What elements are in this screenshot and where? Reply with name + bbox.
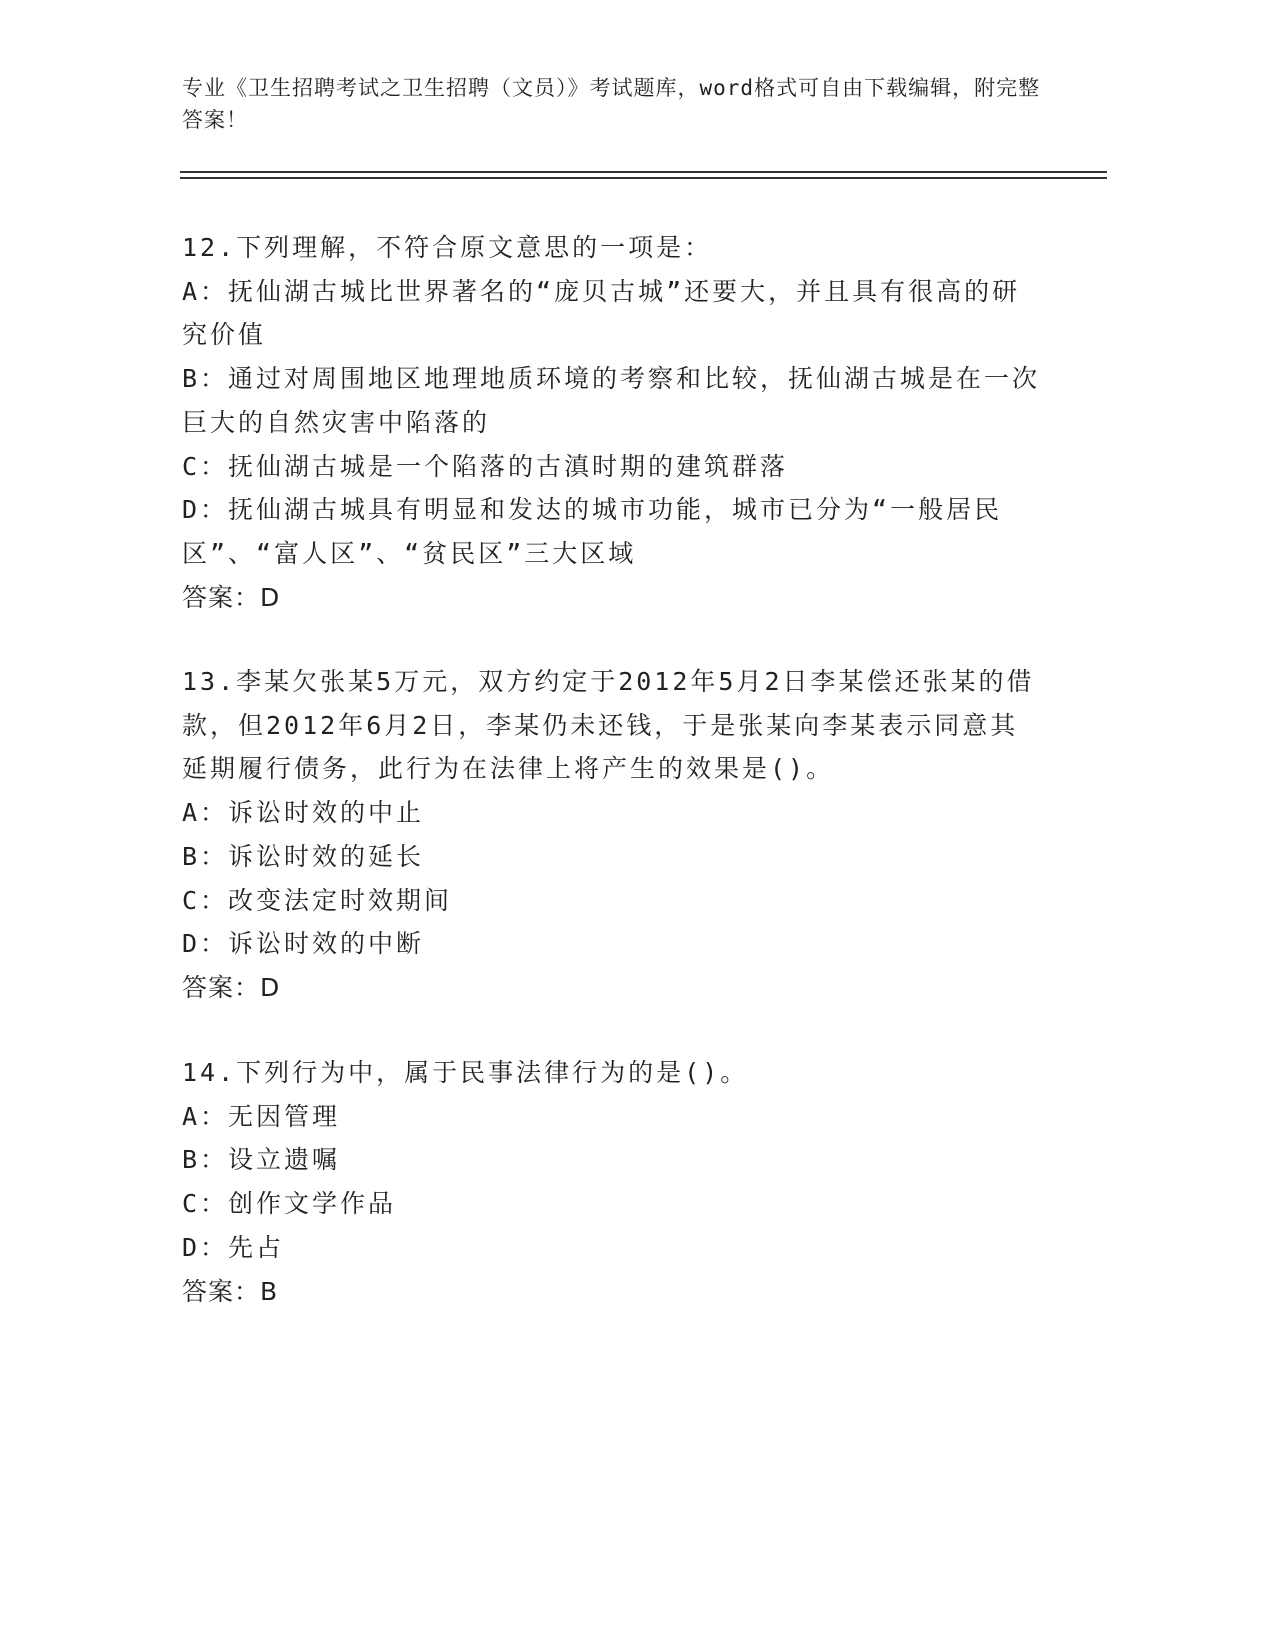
question-12	[182, 226, 1042, 619]
option-a: A：抚仙湖古城比世界著名的“庞贝古城”还要大，并且具有很高的研究价值	[182, 276, 1021, 350]
document-header: 专业《卫生招聘考试之卫生招聘（文员）》考试题库，word格式可自由下载编辑，附完整答案！	[182, 76, 1041, 132]
question-14	[182, 1051, 1042, 1313]
option-d: D：抚仙湖古城具有明显和发达的城市功能，城市已分为“一般居民区”、“富人区”、“贫民区”三大区域	[182, 495, 1003, 568]
answer-label: 答案：D	[182, 582, 281, 612]
option-c: C：创作文学作品	[182, 1189, 397, 1219]
question-stem: 13.李某欠张某5万元，双方约定于2012年5月2日李某偿还张某的借款，但2012年6月2日，李某仍未还钱，于是张某向李某表示同意其延期履行债务，此行为在法律上将产生的效果是()。	[182, 667, 1035, 784]
answer-label: 答案：D	[182, 972, 281, 1002]
header-divider-bottom	[180, 177, 1107, 179]
option-a: A：无因管理	[182, 1101, 341, 1131]
option-c: C：抚仙湖古城是一个陷落的古滇时期的建筑群落	[182, 451, 789, 481]
option-d: D：先占	[182, 1232, 285, 1262]
question-stem: 14.下列行为中，属于民事法律行为的是()。	[182, 1058, 749, 1087]
header-divider-top	[180, 171, 1107, 173]
answer-label: 答案：B	[182, 1276, 279, 1306]
option-a: A：诉讼时效的中止	[182, 798, 425, 828]
question-13	[182, 660, 1042, 1010]
option-b: B：诉讼时效的延长	[182, 841, 425, 871]
question-stem: 12.下列理解，不符合原文意思的一项是：	[182, 233, 713, 262]
option-b: B：通过对周围地区地理地质环境的考察和比较，抚仙湖古城是在一次巨大的自然灾害中陷落的	[182, 364, 1041, 437]
option-d: D：诉讼时效的中断	[182, 929, 425, 959]
option-c: C：改变法定时效期间	[182, 885, 453, 915]
option-b: B：设立遗嘱	[182, 1145, 341, 1175]
